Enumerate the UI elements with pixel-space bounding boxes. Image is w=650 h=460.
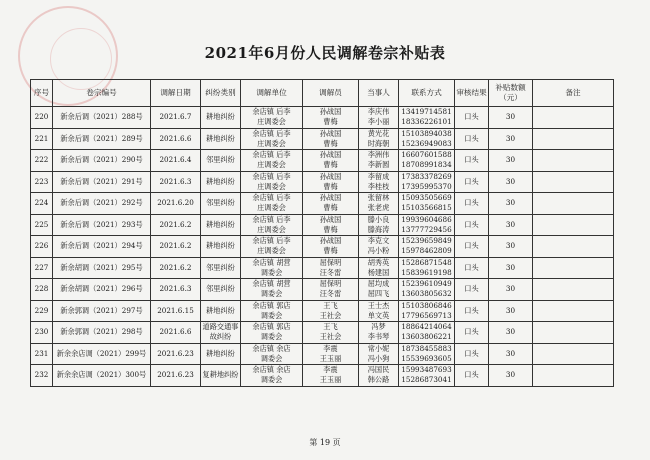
cell-party-line: 李庆伟	[367, 107, 390, 117]
cell-contact-line: 13419714581	[401, 107, 452, 117]
cell-mediation-unit-line: 庄调委会	[257, 160, 286, 170]
cell-mediation-unit-line: 余店镇 后李	[252, 193, 291, 203]
cell-note	[533, 365, 614, 387]
cell-amount: 30	[489, 214, 533, 236]
cell-party	[359, 343, 399, 365]
cell-dispute-type: 邻里纠纷	[201, 279, 241, 301]
cell-dispute-type: 复耕地纠纷	[201, 365, 241, 387]
cell-case-number: 新余胡调（2021）295号	[53, 257, 151, 279]
cell-dispute-type: 邻里纠纷	[201, 193, 241, 215]
cell-serial: 227	[31, 257, 53, 279]
cell-review-result: 口头	[455, 257, 489, 279]
cell-contact-line: 15286871548	[401, 257, 452, 267]
cell-mediation-unit	[241, 236, 303, 258]
cell-mediator-line: 王玉丽	[319, 353, 342, 363]
cell-contact	[399, 214, 455, 236]
cell-case-number: 新余郭调（2021）297号	[53, 300, 151, 322]
cell-review-result: 口头	[455, 107, 489, 129]
cell-mediator	[303, 193, 359, 215]
table-header-row	[31, 80, 614, 107]
cell-contact-line: 15239659849	[401, 236, 452, 246]
cell-party-line: 李桂枝	[367, 181, 390, 191]
table-row	[31, 214, 614, 236]
cell-party-line: 冯小狗	[367, 353, 390, 363]
table-row	[31, 343, 614, 365]
cell-mediation-unit-line: 调委会	[260, 267, 283, 277]
cell-amount: 30	[489, 300, 533, 322]
cell-party-line: 常小妮	[367, 343, 390, 353]
cell-amount: 30	[489, 171, 533, 193]
cell-mediator	[303, 279, 359, 301]
cell-contact	[399, 150, 455, 172]
cell-mediator	[303, 128, 359, 150]
cell-mediator-line: 曹梅	[323, 138, 338, 148]
cell-amount: 30	[489, 193, 533, 215]
cell-mediation-unit-line: 余店镇 后李	[252, 236, 291, 246]
cell-dispute-type: 耕地纠纷	[201, 214, 241, 236]
cell-case-number: 新余后调（2021）294号	[53, 236, 151, 258]
cell-contact-line: 16607601588	[401, 150, 452, 160]
table-row	[31, 193, 614, 215]
cell-mediation-unit-line: 余店镇 胡营	[252, 257, 291, 267]
cell-date: 2021.6.4	[151, 150, 201, 172]
cell-party-line: 胡秀英	[367, 257, 390, 267]
cell-contact-line: 19939604686	[401, 214, 452, 224]
cell-mediation-unit-line: 余店镇 后李	[252, 171, 291, 181]
cell-contact	[399, 257, 455, 279]
cell-review-result: 口头	[455, 343, 489, 365]
cell-mediator	[303, 171, 359, 193]
cell-mediator	[303, 214, 359, 236]
cell-party	[359, 193, 399, 215]
cell-review-result: 口头	[455, 193, 489, 215]
cell-mediation-unit-line: 余店镇 郭店	[252, 300, 291, 310]
cell-party	[359, 128, 399, 150]
cell-mediator-line: 孙战国	[319, 193, 342, 203]
cell-contact	[399, 322, 455, 344]
cell-mediation-unit	[241, 171, 303, 193]
cell-contact-line: 15539693605	[401, 353, 452, 363]
cell-mediator-line: 曹梅	[323, 246, 338, 256]
cell-case-number: 新余后调（2021）289号	[53, 128, 151, 150]
cell-mediator-line: 孙战国	[319, 214, 342, 224]
cell-party	[359, 171, 399, 193]
cell-case-number: 新余胡调（2021）296号	[53, 279, 151, 301]
cell-contact-line: 15286873041	[401, 375, 452, 385]
cell-mediator-line: 李震	[323, 365, 338, 375]
cell-dispute-type: 耕地纠纷	[201, 107, 241, 129]
table-row	[31, 279, 614, 301]
cell-mediation-unit-line: 调委会	[260, 289, 283, 299]
cell-dispute-type: 耕地纠纷	[201, 236, 241, 258]
cell-date: 2021.6.7	[151, 107, 201, 129]
cell-mediator-line: 屈保明	[319, 257, 342, 267]
cell-contact	[399, 128, 455, 150]
cell-party-line: 屈均成	[367, 279, 390, 289]
cell-party-line: 滕海涛	[367, 224, 390, 234]
cell-mediator-line: 曹梅	[323, 203, 338, 213]
cell-party-line: 单文英	[367, 310, 390, 320]
cell-dispute-type: 耕地纠纷	[201, 300, 241, 322]
cell-serial: 221	[31, 128, 53, 150]
cell-mediator	[303, 150, 359, 172]
cell-contact-line: 18336226101	[401, 117, 452, 127]
cell-mediation-unit-line: 余店镇 后李	[252, 128, 291, 138]
table-row	[31, 171, 614, 193]
cell-contact-line: 15993487693	[401, 365, 452, 375]
cell-mediation-unit-line: 庄调委会	[257, 117, 286, 127]
cell-party	[359, 257, 399, 279]
cell-serial: 220	[31, 107, 53, 129]
table-row	[31, 150, 614, 172]
cell-mediation-unit-line: 余店镇 郭店	[252, 322, 291, 332]
cell-mediator	[303, 107, 359, 129]
cell-contact-line: 15978462809	[401, 246, 452, 256]
cell-dispute-type: 邻里纠纷	[201, 150, 241, 172]
cell-serial: 224	[31, 193, 53, 215]
cell-party-line: 李克文	[367, 236, 390, 246]
cell-mediator-line: 孙战国	[319, 150, 342, 160]
cell-contact	[399, 236, 455, 258]
cell-date: 2021.6.23	[151, 365, 201, 387]
header-cell: 卷宗编号	[53, 80, 151, 107]
cell-dispute-type: 耕地纠纷	[201, 343, 241, 365]
cell-mediator-line: 王社会	[319, 332, 342, 342]
cell-party-line: 李新圆	[367, 160, 390, 170]
cell-mediator	[303, 257, 359, 279]
cell-contact-line: 13777729456	[401, 224, 452, 234]
cell-case-number: 新余后调（2021）288号	[53, 107, 151, 129]
header-cell: 当事人	[359, 80, 399, 107]
cell-mediation-unit	[241, 150, 303, 172]
header-cell: 纠纷类别	[201, 80, 241, 107]
cell-party-line: 冯国民	[367, 365, 390, 375]
cell-date: 2021.6.2	[151, 214, 201, 236]
cell-party-line: 冯小粉	[367, 246, 390, 256]
header-cell: 调解单位	[241, 80, 303, 107]
cell-case-number: 新余后调（2021）291号	[53, 171, 151, 193]
cell-contact	[399, 343, 455, 365]
cell-date: 2021.6.23	[151, 343, 201, 365]
cell-date: 2021.6.3	[151, 279, 201, 301]
cell-mediation-unit-line: 庄调委会	[257, 181, 286, 191]
cell-contact-line: 15839619198	[401, 267, 452, 277]
cell-serial: 225	[31, 214, 53, 236]
cell-party-line: 黄光花	[367, 128, 390, 138]
cell-party-line: 李书琴	[367, 332, 390, 342]
cell-mediation-unit-line: 调委会	[260, 375, 283, 385]
cell-contact-line: 18864214064	[401, 322, 452, 332]
cell-case-number: 新余郭调（2021）298号	[53, 322, 151, 344]
cell-party	[359, 150, 399, 172]
cell-mediator	[303, 343, 359, 365]
cell-contact	[399, 300, 455, 322]
cell-mediation-unit	[241, 300, 303, 322]
cell-mediator-line: 王社会	[319, 310, 342, 320]
cell-mediation-unit-line: 庄调委会	[257, 203, 286, 213]
cell-mediator	[303, 365, 359, 387]
subsidy-table	[30, 79, 614, 387]
cell-date: 2021.6.6	[151, 322, 201, 344]
cell-mediator-line: 汪冬雷	[319, 289, 342, 299]
cell-contact-line: 18708991834	[401, 160, 452, 170]
cell-mediator-line: 曹梅	[323, 117, 338, 127]
cell-contact	[399, 193, 455, 215]
cell-note	[533, 214, 614, 236]
cell-party	[359, 300, 399, 322]
cell-mediator	[303, 322, 359, 344]
cell-contact	[399, 279, 455, 301]
cell-contact-line: 15239610949	[401, 279, 452, 289]
cell-contact-line: 13603805632	[401, 289, 452, 299]
cell-note	[533, 107, 614, 129]
cell-party	[359, 365, 399, 387]
cell-mediation-unit-line: 余店镇 后李	[252, 214, 291, 224]
cell-serial: 228	[31, 279, 53, 301]
cell-date: 2021.6.20	[151, 193, 201, 215]
cell-note	[533, 150, 614, 172]
table-row	[31, 322, 614, 344]
cell-party-line: 冯梦	[371, 322, 386, 332]
cell-mediation-unit-line: 庄调委会	[257, 224, 286, 234]
cell-note	[533, 300, 614, 322]
cell-party-line: 李小丽	[367, 117, 390, 127]
header-cell: 调解日期	[151, 80, 201, 107]
cell-amount: 30	[489, 128, 533, 150]
cell-amount: 30	[489, 365, 533, 387]
cell-mediation-unit	[241, 214, 303, 236]
cell-serial: 226	[31, 236, 53, 258]
cell-review-result: 口头	[455, 214, 489, 236]
cell-review-result: 口头	[455, 128, 489, 150]
cell-mediation-unit-line: 余店镇 余店	[252, 343, 291, 353]
cell-dispute-type: 邻里纠纷	[201, 257, 241, 279]
cell-contact-line: 18738455883	[401, 343, 452, 353]
cell-note	[533, 171, 614, 193]
cell-serial: 223	[31, 171, 53, 193]
cell-review-result: 口头	[455, 300, 489, 322]
cell-party-line: 时海朝	[367, 138, 390, 148]
cell-party	[359, 279, 399, 301]
cell-mediator-line: 王飞	[323, 300, 338, 310]
cell-dispute-type: 道路交通事故纠纷	[201, 322, 241, 344]
cell-amount: 30	[489, 343, 533, 365]
cell-review-result: 口头	[455, 279, 489, 301]
cell-mediation-unit	[241, 365, 303, 387]
cell-contact-line: 15103806846	[401, 300, 452, 310]
cell-party	[359, 236, 399, 258]
cell-contact	[399, 107, 455, 129]
cell-contact	[399, 365, 455, 387]
cell-dispute-type: 耕地纠纷	[201, 128, 241, 150]
cell-mediator-line: 曹梅	[323, 181, 338, 191]
cell-party	[359, 322, 399, 344]
cell-party-line: 韩公路	[367, 375, 390, 385]
cell-mediation-unit-line: 余店镇 胡营	[252, 279, 291, 289]
cell-mediation-unit	[241, 279, 303, 301]
cell-party	[359, 214, 399, 236]
cell-mediation-unit-line: 调委会	[260, 353, 283, 363]
header-cell: 调解员	[303, 80, 359, 107]
cell-mediation-unit-line: 庄调委会	[257, 138, 286, 148]
cell-amount: 30	[489, 322, 533, 344]
cell-mediation-unit-line: 调委会	[260, 332, 283, 342]
cell-case-number: 新余后调（2021）290号	[53, 150, 151, 172]
cell-amount: 30	[489, 236, 533, 258]
cell-review-result: 口头	[455, 365, 489, 387]
cell-mediator-line: 孙战国	[319, 107, 342, 117]
cell-date: 2021.6.2	[151, 257, 201, 279]
cell-serial: 222	[31, 150, 53, 172]
cell-mediator-line: 曹梅	[323, 160, 338, 170]
cell-note	[533, 279, 614, 301]
cell-review-result: 口头	[455, 236, 489, 258]
table-row	[31, 365, 614, 387]
cell-date: 2021.6.15	[151, 300, 201, 322]
table-row	[31, 257, 614, 279]
cell-mediation-unit	[241, 257, 303, 279]
table-row	[31, 236, 614, 258]
cell-date: 2021.6.6	[151, 128, 201, 150]
cell-party-line: 屈四飞	[367, 289, 390, 299]
cell-case-number: 新余余店调（2021）299号	[53, 343, 151, 365]
cell-contact-line: 15093505669	[401, 193, 452, 203]
cell-mediation-unit	[241, 107, 303, 129]
cell-case-number: 新余后调（2021）293号	[53, 214, 151, 236]
cell-contact-line: 15236949083	[401, 138, 452, 148]
cell-note	[533, 343, 614, 365]
cell-contact-line: 17395995370	[401, 181, 452, 191]
cell-mediator-line: 孙战国	[319, 128, 342, 138]
cell-party-line: 李洲伟	[367, 150, 390, 160]
cell-note	[533, 193, 614, 215]
cell-serial: 229	[31, 300, 53, 322]
cell-case-number: 新余余店调（2021）300号	[53, 365, 151, 387]
cell-note	[533, 128, 614, 150]
cell-amount: 30	[489, 107, 533, 129]
cell-dispute-type: 耕地纠纷	[201, 171, 241, 193]
cell-amount: 30	[489, 150, 533, 172]
cell-amount: 30	[489, 279, 533, 301]
cell-mediation-unit-line: 庄调委会	[257, 246, 286, 256]
cell-mediator	[303, 300, 359, 322]
cell-mediator-line: 李震	[323, 343, 338, 353]
cell-mediation-unit-line: 调委会	[260, 310, 283, 320]
cell-serial: 230	[31, 322, 53, 344]
cell-serial: 231	[31, 343, 53, 365]
cell-party-line: 杨建国	[367, 267, 390, 277]
cell-contact-line: 13603806221	[401, 332, 452, 342]
cell-party-line: 张留林	[367, 193, 390, 203]
cell-mediation-unit	[241, 193, 303, 215]
cell-review-result: 口头	[455, 322, 489, 344]
cell-date: 2021.6.3	[151, 171, 201, 193]
cell-contact	[399, 171, 455, 193]
header-cell: 审核结果	[455, 80, 489, 107]
header-cell: 备注	[533, 80, 614, 107]
cell-mediation-unit	[241, 128, 303, 150]
header-cell: 联系方式	[399, 80, 455, 107]
cell-party	[359, 107, 399, 129]
cell-contact-line: 15103566815	[401, 203, 452, 213]
cell-date: 2021.6.2	[151, 236, 201, 258]
cell-mediation-unit-line: 余店镇 后李	[252, 107, 291, 117]
cell-note	[533, 236, 614, 258]
cell-mediation-unit	[241, 322, 303, 344]
cell-mediator-line: 屈保明	[319, 279, 342, 289]
cell-mediation-unit-line: 余店镇 余店	[252, 365, 291, 375]
cell-mediator-line: 汪冬雷	[319, 267, 342, 277]
cell-mediation-unit-line: 余店镇 后李	[252, 150, 291, 160]
header-cell: 补贴数额（元）	[489, 80, 533, 107]
cell-contact-line: 15103894038	[401, 128, 452, 138]
table-row	[31, 107, 614, 129]
cell-party-line: 张老虎	[367, 203, 390, 213]
cell-contact-line: 17796569713	[401, 310, 452, 320]
cell-party-line: 李留成	[367, 171, 390, 181]
cell-mediator-line: 曹梅	[323, 224, 338, 234]
page-number: 第 19 页	[309, 438, 341, 447]
cell-party-line: 滕小良	[367, 214, 390, 224]
table-row	[31, 128, 614, 150]
cell-contact-line: 17383378269	[401, 171, 452, 181]
cell-mediation-unit	[241, 343, 303, 365]
cell-amount: 30	[489, 257, 533, 279]
cell-mediator-line: 王玉丽	[319, 375, 342, 385]
header-cell: 序号	[31, 80, 53, 107]
cell-mediator-line: 孙战国	[319, 171, 342, 181]
cell-serial: 232	[31, 365, 53, 387]
cell-note	[533, 322, 614, 344]
cell-note	[533, 257, 614, 279]
cell-case-number: 新余后调（2021）292号	[53, 193, 151, 215]
cell-mediator-line: 王飞	[323, 322, 338, 332]
cell-mediator-line: 孙战国	[319, 236, 342, 246]
table-row	[31, 300, 614, 322]
cell-review-result: 口头	[455, 150, 489, 172]
cell-review-result: 口头	[455, 171, 489, 193]
page-title: 2021年6月份人民调解卷宗补贴表	[204, 44, 446, 62]
cell-party-line: 王士杰	[367, 300, 390, 310]
cell-mediator	[303, 236, 359, 258]
